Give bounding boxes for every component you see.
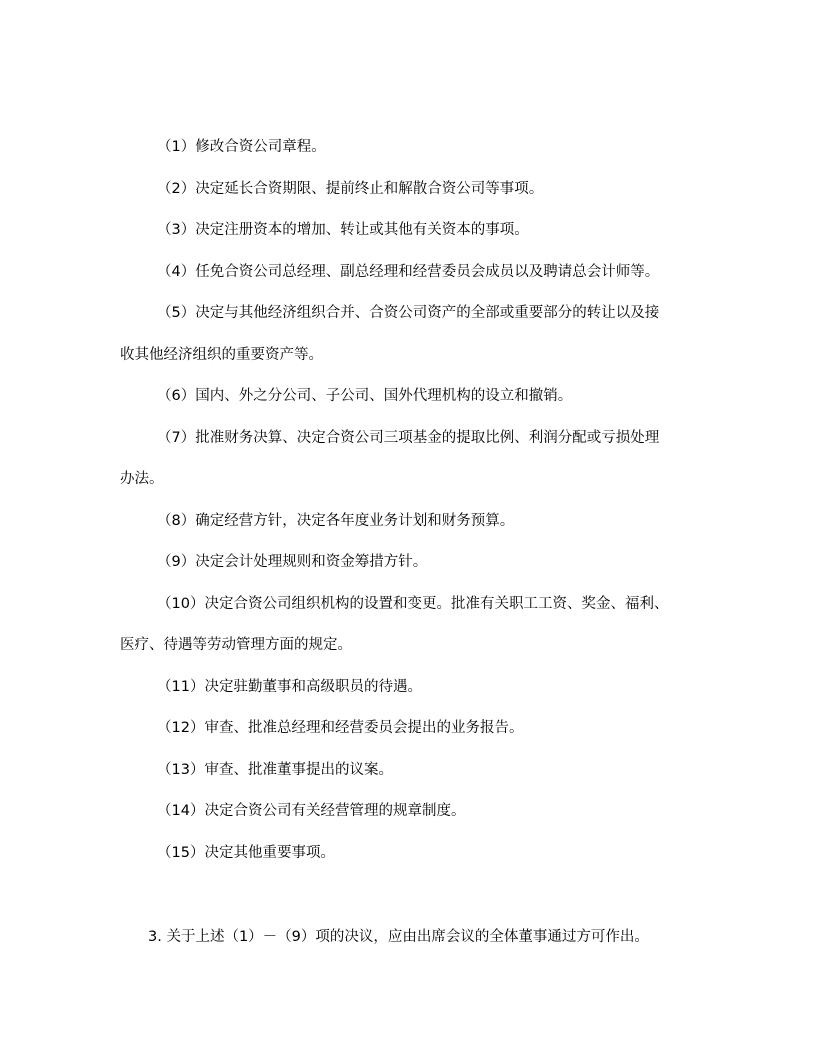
closing-paragraph: 3. 关于上述（1）－（9）项的决议，应由出席会议的全体董事通过方可作出。: [148, 929, 649, 945]
item-13: （13）审查、批准董事提出的议案。: [157, 762, 393, 778]
item-6: （6）国内、外之分公司、子公司、国外代理机构的设立和撤销。: [157, 388, 573, 404]
item-11: （11）决定驻勤董事和高级职员的待遇。: [157, 679, 422, 695]
item-7-continued: 办法。: [120, 471, 164, 487]
item-12: （12）审查、批准总经理和经营委员会提出的业务报告。: [157, 720, 524, 736]
item-15: （15）决定其他重要事项。: [157, 845, 335, 861]
item-8: （8）确定经营方针，决定各年度业务计划和财务预算。: [157, 513, 515, 529]
item-9: （9）决定会计处理规则和资金筹措方针。: [157, 554, 428, 570]
item-10: （10）决定合资公司组织机构的设置和变更。批准有关职工工资、奖金、福利、: [157, 596, 669, 612]
item-4: （4）任免合资公司总经理、副总经理和经营委员会成员以及聘请总会计师等。: [157, 264, 660, 280]
item-7: （7）批准财务决算、决定合资公司三项基金的提取比例、利润分配或亏损处理: [157, 430, 660, 446]
item-1: （1）修改合资公司章程。: [157, 139, 326, 155]
item-14: （14）决定合资公司有关经营管理的规章制度。: [157, 803, 466, 819]
item-5-continued: 收其他经济组织的重要资产等。: [120, 347, 323, 363]
item-5: （5）决定与其他经济组织合并、合资公司资产的全部或重要部分的转让以及接: [157, 305, 660, 321]
item-2: （2）决定延长合资期限、提前终止和解散合资公司等事项。: [157, 181, 544, 197]
item-3: （3）决定注册资本的增加、转让或其他有关资本的事项。: [157, 222, 529, 238]
item-10-continued: 医疗、待遇等劳动管理方面的规定。: [120, 637, 352, 653]
